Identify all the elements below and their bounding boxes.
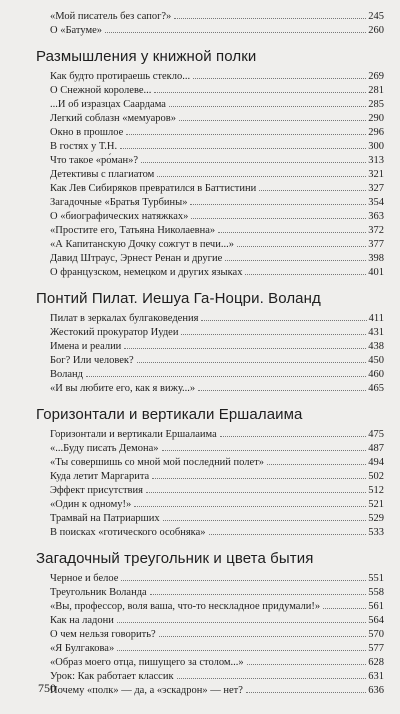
toc-entry-page: 631 bbox=[368, 671, 384, 682]
toc-entry-page: 628 bbox=[368, 657, 384, 668]
toc-entry-page: 260 bbox=[368, 25, 384, 36]
toc-entry bbox=[50, 368, 384, 382]
toc-entry-page: 564 bbox=[368, 615, 384, 626]
toc-entry bbox=[50, 642, 384, 656]
toc-entry bbox=[50, 354, 384, 368]
toc-entry-title: Загадочные «Братья Турбины» bbox=[50, 197, 188, 208]
dot-leader bbox=[179, 120, 366, 121]
dot-leader bbox=[159, 636, 367, 637]
toc-entry-title: «Образ моего отца, пишущего за столом...» bbox=[50, 657, 244, 668]
toc-entry bbox=[50, 512, 384, 526]
dot-leader bbox=[247, 664, 367, 665]
dot-leader bbox=[124, 348, 366, 349]
toc-entry-title: ...И об изразцах Саардама bbox=[50, 99, 166, 110]
dot-leader bbox=[163, 520, 367, 521]
toc-entry bbox=[50, 224, 384, 238]
dot-leader bbox=[259, 190, 366, 191]
toc-entry bbox=[50, 442, 384, 456]
toc-entry-title: Эффект присутствия bbox=[50, 485, 143, 496]
dot-leader bbox=[86, 376, 366, 377]
toc-entry-title: Треугольник Воланда bbox=[50, 587, 147, 598]
dot-leader bbox=[193, 78, 366, 79]
toc-entry-page: 321 bbox=[368, 169, 384, 180]
toc-entry-page: 465 bbox=[368, 383, 384, 394]
toc-entry-title: «А Капитанскую Дочку сожгут в печи...» bbox=[50, 239, 234, 250]
dot-leader bbox=[225, 260, 366, 261]
toc-entry-page: 290 bbox=[368, 113, 384, 124]
toc-entry-page: 521 bbox=[368, 499, 384, 510]
toc-entry-title: Имена и реалии bbox=[50, 341, 122, 352]
toc-entry bbox=[50, 586, 384, 600]
dot-leader bbox=[134, 506, 366, 507]
toc-entry bbox=[50, 210, 384, 224]
toc-entry-title: Давид Штраус, Эрнест Ренан и другие bbox=[50, 253, 223, 264]
dot-leader bbox=[162, 450, 367, 451]
dot-leader bbox=[218, 232, 366, 233]
toc-entry-title: Жестокий прокуратор Иудеи bbox=[50, 327, 179, 338]
toc-entry-title: «Мой писатель без сапог?» bbox=[50, 11, 172, 22]
toc-entry-title: «...Буду писать Демона» bbox=[50, 443, 159, 454]
toc-entry bbox=[50, 140, 384, 154]
toc-entry-page: 313 bbox=[368, 155, 384, 166]
toc-entry-page: 372 bbox=[368, 225, 384, 236]
toc-entry-page: 269 bbox=[368, 71, 384, 82]
toc-entry bbox=[50, 84, 384, 98]
toc-entry bbox=[50, 196, 384, 210]
toc-entry bbox=[50, 24, 384, 38]
toc-entry bbox=[50, 670, 384, 684]
toc-entry bbox=[50, 428, 384, 442]
toc-entry-title: Детективы с плагиатом bbox=[50, 169, 155, 180]
toc-entry-page: 281 bbox=[368, 85, 384, 96]
toc-entry-page: 502 bbox=[368, 471, 384, 482]
toc-entry-title: В гостях у Т.Н. bbox=[50, 141, 118, 152]
toc-entry-page: 411 bbox=[368, 313, 384, 324]
toc-entry-title: Пилат в зеркалах булгаковедения bbox=[50, 313, 199, 324]
toc-entry-title: В поисках «готического особняка» bbox=[50, 527, 206, 538]
dot-leader bbox=[191, 218, 366, 219]
toc-entry-title: Что такое «ро́ман»? bbox=[50, 155, 139, 166]
toc-entry-page: 438 bbox=[368, 341, 384, 352]
toc-entry-title: Как Лев Сибиряков превратился в Баттистини bbox=[50, 183, 257, 194]
dot-leader bbox=[267, 464, 366, 465]
toc-entry-title: О чем нельзя говорить? bbox=[50, 629, 156, 640]
toc-entry-title: О «Батуме» bbox=[50, 25, 102, 36]
dot-leader bbox=[177, 678, 367, 679]
toc-entry bbox=[50, 656, 384, 670]
toc-entry-page: 558 bbox=[368, 587, 384, 598]
dot-leader bbox=[323, 608, 366, 609]
toc-entry-title: «Вы, профессор, воля ваша, что-то нескладное придумали!» bbox=[50, 601, 321, 612]
toc-entry bbox=[50, 456, 384, 470]
toc-entry-page: 460 bbox=[368, 369, 384, 380]
toc-entry-title: Горизонтали и вертикали Ершалаима bbox=[50, 429, 217, 440]
toc-entry-title: Почему «полк» — да, а «эскадрон» — нет? bbox=[50, 685, 243, 696]
toc-entry-page: 245 bbox=[368, 11, 384, 22]
toc-entry-title: Куда летит Маргарита bbox=[50, 471, 150, 482]
toc-entry-title: Окно в прошлое bbox=[50, 127, 124, 138]
dot-leader bbox=[190, 204, 366, 205]
toc-entry bbox=[50, 572, 384, 586]
toc-entry-title: Легкий соблазн «мемуаров» bbox=[50, 113, 176, 124]
toc-entry bbox=[50, 126, 384, 140]
toc-entry bbox=[50, 484, 384, 498]
toc-entry bbox=[50, 498, 384, 512]
toc-entry bbox=[50, 98, 384, 112]
toc-entry-page: 300 bbox=[368, 141, 384, 152]
dot-leader bbox=[126, 134, 366, 135]
dot-leader bbox=[120, 148, 366, 149]
dot-leader bbox=[117, 650, 366, 651]
toc-entry bbox=[50, 168, 384, 182]
toc-entry bbox=[50, 628, 384, 642]
toc-entry bbox=[50, 600, 384, 614]
toc-entry-page: 529 bbox=[368, 513, 384, 524]
dot-leader bbox=[150, 594, 367, 595]
toc-entry-page: 636 bbox=[368, 685, 384, 696]
dot-leader bbox=[198, 390, 366, 391]
dot-leader bbox=[146, 492, 366, 493]
toc-entry-page: 512 bbox=[368, 485, 384, 496]
dot-leader bbox=[209, 534, 367, 535]
toc-entry-title: «Один к одному!» bbox=[50, 499, 132, 510]
dot-leader bbox=[105, 32, 366, 33]
toc-entry bbox=[50, 470, 384, 484]
toc-entry bbox=[50, 112, 384, 126]
toc-entry bbox=[50, 266, 384, 280]
toc-entry bbox=[50, 340, 384, 354]
toc-entry-page: 494 bbox=[368, 457, 384, 468]
toc-entry-page: 363 bbox=[368, 211, 384, 222]
dot-leader bbox=[174, 18, 366, 19]
dot-leader bbox=[154, 92, 366, 93]
dot-leader bbox=[246, 692, 366, 693]
dot-leader bbox=[181, 334, 366, 335]
toc-entry-title: О Снежной королеве... bbox=[50, 85, 152, 96]
toc-entry-title: Трамвай на Патриарших bbox=[50, 513, 160, 524]
toc-entry-page: 551 bbox=[368, 573, 384, 584]
dot-leader bbox=[152, 478, 366, 479]
toc-entry-title: О «биографических натяжках» bbox=[50, 211, 189, 222]
toc-entry-title: О французском, немецком и других языках bbox=[50, 267, 243, 278]
toc-entry bbox=[50, 182, 384, 196]
toc-entry-page: 296 bbox=[368, 127, 384, 138]
toc-entry bbox=[50, 70, 384, 84]
toc-entry-title: Бог? Или человек? bbox=[50, 355, 134, 366]
dot-leader bbox=[169, 106, 366, 107]
toc-entry-title: «Простите его, Татьяна Николаевна» bbox=[50, 225, 216, 236]
toc-entry-title: «Ты совершишь со мной мой последний полет» bbox=[50, 457, 265, 468]
section-title: Понтий Пилат. Иешуа Га-Ноцри. Воланд bbox=[36, 290, 321, 307]
toc-entry-page: 285 bbox=[368, 99, 384, 110]
toc-entry-title: Черное и белое bbox=[50, 573, 119, 584]
toc-entry bbox=[50, 238, 384, 252]
toc-entry-page: 570 bbox=[368, 629, 384, 640]
dot-leader bbox=[220, 436, 367, 437]
toc-entry bbox=[50, 154, 384, 168]
toc-entry bbox=[50, 526, 384, 540]
toc-entry bbox=[50, 684, 384, 698]
toc-entry-page: 450 bbox=[368, 355, 384, 366]
toc-entry-title: «Я Булгакова» bbox=[50, 643, 115, 654]
toc-entry-title: Воланд bbox=[50, 369, 83, 380]
toc-entry bbox=[50, 252, 384, 266]
toc-entry-page: 533 bbox=[368, 527, 384, 538]
toc-entry-page: 398 bbox=[368, 253, 384, 264]
toc-entry-title: Урок: Как работает классик bbox=[50, 671, 174, 682]
toc-entry-page: 487 bbox=[368, 443, 384, 454]
toc-entry bbox=[50, 614, 384, 628]
toc-entry-title: «И вы любите его, как я вижу...» bbox=[50, 383, 196, 394]
dot-leader bbox=[245, 274, 366, 275]
dot-leader bbox=[157, 176, 366, 177]
dot-leader bbox=[237, 246, 366, 247]
section-title: Размышления у книжной полки bbox=[36, 48, 257, 65]
section-title: Горизонтали и вертикали Ершалаима bbox=[36, 406, 303, 423]
toc-entry-page: 431 bbox=[368, 327, 384, 338]
toc-entry bbox=[50, 382, 384, 396]
dot-leader bbox=[121, 580, 366, 581]
toc-entry-page: 577 bbox=[368, 643, 384, 654]
toc-entry-page: 561 bbox=[368, 601, 384, 612]
toc-entry bbox=[50, 10, 384, 24]
section-title: Загадочный треугольник и цвета бытия bbox=[36, 550, 314, 567]
toc-entry-page: 327 bbox=[368, 183, 384, 194]
toc-entry-title: Как будто протираешь стекло... bbox=[50, 71, 191, 82]
toc-entry bbox=[50, 326, 384, 340]
dot-leader bbox=[137, 362, 367, 363]
dot-leader bbox=[201, 320, 366, 321]
toc-entry-page: 401 bbox=[368, 267, 384, 278]
toc-entry-title: Как на ладони bbox=[50, 615, 114, 626]
dot-leader bbox=[117, 622, 366, 623]
toc-entry bbox=[50, 312, 384, 326]
toc-entry-page: 377 bbox=[368, 239, 384, 250]
toc-entry-page: 475 bbox=[368, 429, 384, 440]
page-number: 750 bbox=[38, 681, 56, 695]
toc-entry-page: 354 bbox=[368, 197, 384, 208]
dot-leader bbox=[141, 162, 366, 163]
